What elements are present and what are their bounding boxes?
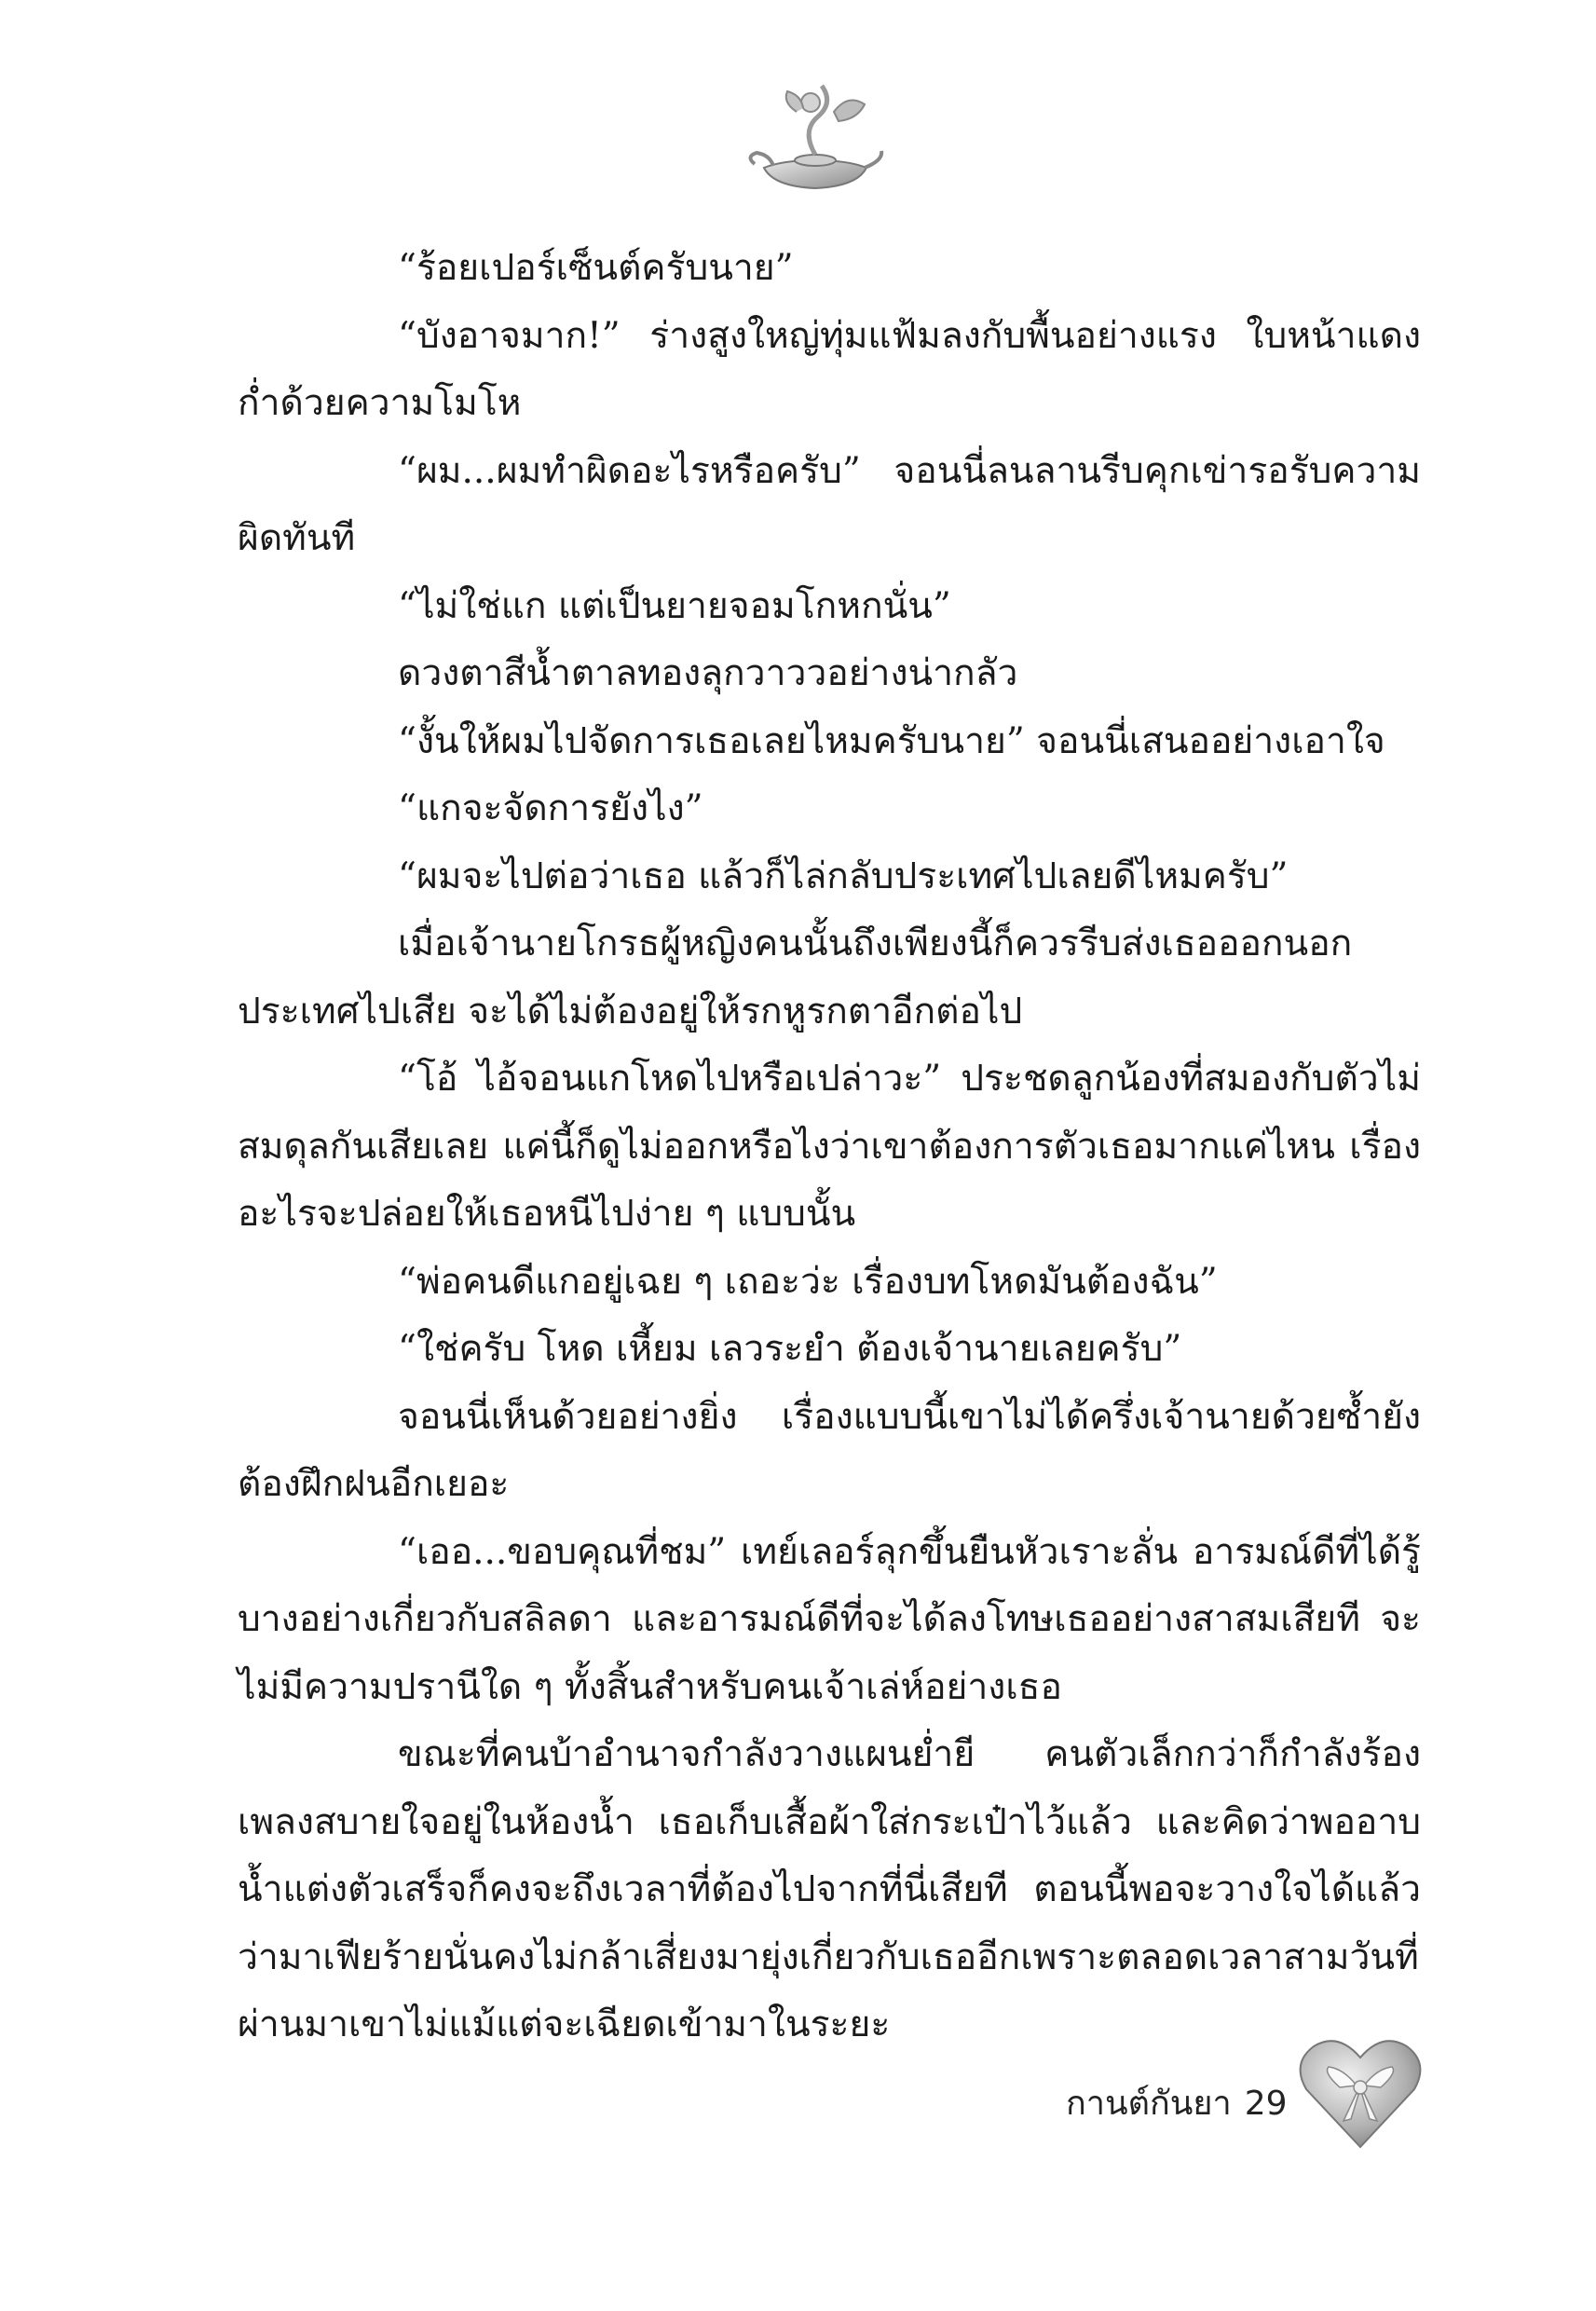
paragraph: ดวงตาสีน้ำตาลทองลุกวาววอย่างน่ากลัว <box>398 652 1018 694</box>
paragraph: เมื่อเจ้านายโกรธผู้หญิงคนนั้นถึงเพียงนี้ก็ควรรีบส่งเธอออกนอกประเทศไปเสีย จะได้ไม่ต้องอยู่ให้รกหูรกตาอีกต่อไป <box>238 923 1353 1032</box>
genie-lamp-icon <box>745 75 885 205</box>
paragraph: “ร้อยเปอร์เซ็นต์ครับนาย” <box>398 247 794 289</box>
paragraph: “โอ้ ไอ้จอนแกโหดไปหรือเปล่าวะ” ประชดลูกน้องที่สมองกับตัวไม่สมดุลกันเสียเลย แค่นี้ก็ดูไม่ออกหรือไงว่าเขาต้องการตัวเธอมากแค่ไหน เรื่องอะไรจะปล่อยให้เธอหนีไปง่าย ๆ แบบนั้น <box>238 1058 1421 1235</box>
paragraph: “เออ...ขอบคุณที่ชม” เทย์เลอร์ลุกขึ้นยืนหัวเราะลั่น อารมณ์ดีที่ได้รู้บางอย่างเกี่ยวกับสลิลดา และอารมณ์ดีที่จะได้ลงโทษเธออย่างสาสมเสียที จะไม่มีความปรานีใด ๆ ทั้งสิ้นสำหรับคนเจ้าเล่ห์อย่างเธอ <box>238 1530 1421 1708</box>
paragraph: “บังอาจมาก!” ร่างสูงใหญ่ทุ่มแฟ้มลงกับพื้นอย่างแรง ใบหน้าแดงก่ำด้วยความโมโห <box>238 314 1421 424</box>
paragraph: “ใช่ครับ โหด เหี้ยม เลวระยำ ต้องเจ้านายเลยครับ” <box>398 1328 1182 1370</box>
paragraph: “ผม...ผมทำผิดอะไรหรือครับ” จอนนี่ลนลานรีบคุกเข่ารอรับความผิดทันที <box>238 449 1421 559</box>
paragraph: ขณะที่คนบ้าอำนาจกำลังวางแผนย่ำยี คนตัวเล็กกว่าก็กำลังร้องเพลงสบายใจอยู่ในห้องน้ำ เธอเก็บเสื้อผ้าใส่กระเป๋าไว้แล้ว และคิดว่าพออาบน้ำแต่งตัวเสร็จก็คงจะถึงเวลาที่ต้องไปจากที่นี่เสียที ตอนนี้พอจะวางใจได้แล้วว่ามาเฟียร้ายนั่นคงไม่กล้าเสี่ยงมายุ่งเกี่ยวกับเธออีกเพราะตลอดเวลาสามวันที่ผ่านมาเขาไม่แม้แต่จะเฉียดเข้ามาในระยะ <box>238 1733 1421 2045</box>
paragraph: “พ่อคนดีแกอยู่เฉย ๆ เถอะว่ะ เรื่องบทโหดมันต้องฉัน” <box>398 1260 1218 1303</box>
paragraph: “ไม่ใช่แก แต่เป็นยายจอมโกหกนั่น” <box>398 584 951 627</box>
book-title: กานต์กันยา <box>1066 2085 1232 2123</box>
paragraph: “ผมจะไปต่อว่าเธอ แล้วก็ไล่กลับประเทศไปเลยดีไหมครับ” <box>398 855 1289 897</box>
heart-ribbon-icon <box>1295 2031 1425 2153</box>
paragraph: “แกจะจัดการยังไง” <box>398 787 703 829</box>
paragraph: จอนนี่เห็นด้วยอย่างยิ่ง เรื่องแบบนี้เขาไม่ได้ครึ่งเจ้านายด้วยซ้ำยังต้องฝึกฝนอีกเยอะ <box>238 1395 1421 1505</box>
paragraph: “งั้นให้ผมไปจัดการเธอเลยไหมครับนาย” จอนนี่เสนออย่างเอาใจ <box>398 719 1385 762</box>
story-text <box>238 235 1421 2059</box>
page-number: 29 <box>1244 2085 1288 2123</box>
page-footer <box>1053 2076 1288 2129</box>
